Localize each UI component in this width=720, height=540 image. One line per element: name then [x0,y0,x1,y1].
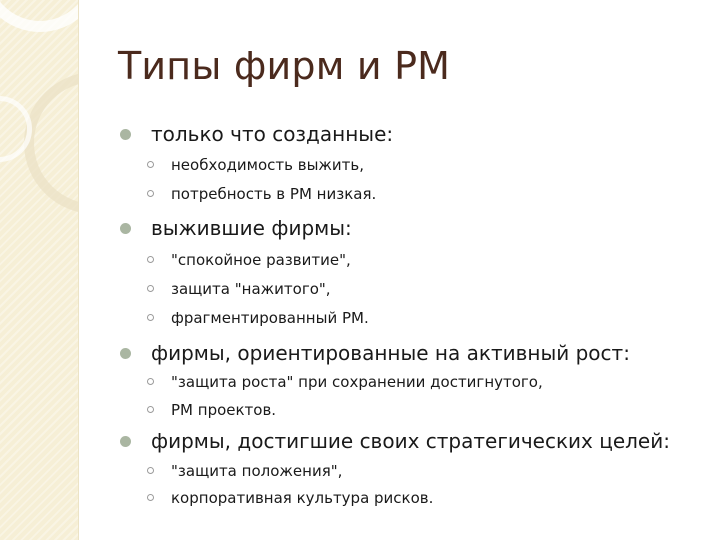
filled-circle-bullet-icon [120,348,131,359]
hollow-circle-bullet-icon [147,494,154,501]
hollow-circle-bullet-icon [147,406,154,413]
filled-circle-bullet-icon [120,129,131,140]
hollow-circle-bullet-icon [147,161,154,168]
band-divider [78,0,79,540]
hollow-circle-bullet-icon [147,256,154,263]
bullet-text: "защита положения", [171,462,343,480]
bullet-text: корпоративная культура рисков. [171,489,434,507]
hollow-circle-bullet-icon [147,378,154,385]
slide-title: Типы фирм и РМ [118,44,451,88]
hollow-circle-bullet-icon [147,467,154,474]
filled-circle-bullet-icon [120,223,131,234]
bullet-text: РМ проектов. [171,401,277,419]
bullet-text: "спокойное развитие", [171,251,351,269]
hollow-circle-bullet-icon [147,314,154,321]
bullet-text: "защита роста" при сохранении достигнутого, [171,373,543,391]
decorative-ring [0,0,78,32]
hollow-circle-bullet-icon [147,285,154,292]
bullet-text: необходимость выжить, [171,156,365,174]
decorative-ring [24,72,78,214]
decorative-side-band [0,0,78,540]
bullet-text: защита "нажитого", [171,280,331,298]
bullet-text: фирмы, ориентированные на активный рост: [151,341,630,365]
bullet-text: фирмы, достигшие своих стратегических целей: [151,429,670,453]
filled-circle-bullet-icon [120,436,131,447]
bullet-text: выжившие фирмы: [151,216,352,240]
bullet-text: только что созданные: [151,122,394,146]
hollow-circle-bullet-icon [147,190,154,197]
bullet-text: фрагментированный РМ. [171,309,369,327]
bullet-text: потребность в РМ низкая. [171,185,377,203]
